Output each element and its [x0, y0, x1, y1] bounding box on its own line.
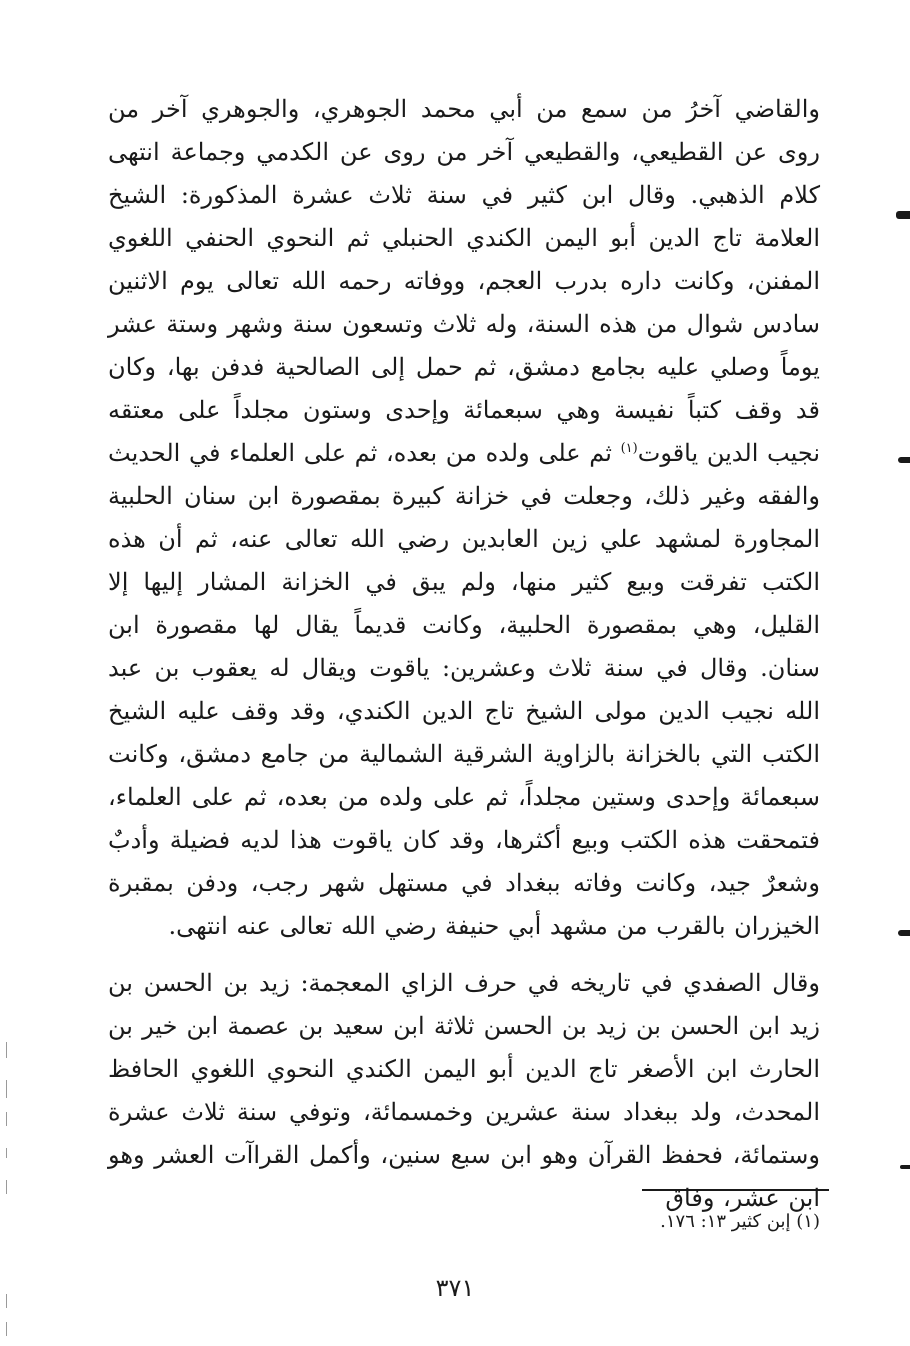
footnote-reference: (١) — [620, 441, 638, 456]
paragraph: وقال الصفدي في تاريخه في حرف الزاي المعجمة: زيد بن الحسن بن زيد ابن الحسن بن زيد بن الحسن ثلاثة ابن سعيد بن عصمة ابن خير بن الحارث ابن الأصغر تاج الدين أبو اليمن الكندي النحوي اللغوي الحافظ المحدث، ولد ببغداد سنة عشرين وخمسمائة، وتوفي سنة ثلاث عشرة وستمائة، فحفظ القرآن وهو ابن سبع سنين، وأكمل القراآت العشر وهو ابن عشر، وفاق — [108, 969, 820, 1212]
footnote: (١) إبن كثير ١٣: ١٧٦. — [660, 1211, 820, 1232]
paragraph-text: والقاضي آخرُ من سمع من أبي محمد الجوهري، والجوهري آخر من روى عن القطيعي، والقطيعي آخر من روى عن الكدمي وجماعة انتهى كلام الذهبي. وقال ابن كثير في سنة ثلاث عشرة المذكورة: الشيخ العلامة تاج الدين أبو اليمن الكندي الحنبلي ثم النحوي الحنفي اللغوي المفنن، وكانت داره بدرب العجم، ووفاته رحمه الله تعالى يوم الاثنين سادس شوال من هذه السنة، وله ثلاث وتسعون سنة وشهر وستة عشر يوماً وصلي عليه بجامع دمشق، ثم حمل إلى الصالحية فدفن بها، وكان قد وقف كتباً نفيسة وهي سبعمائة وإحدى وستون مجلداً على معتقه نجيب الدين ياقوت — [108, 95, 820, 467]
edge-mark — [898, 457, 910, 463]
scan-artifact — [6, 1148, 7, 1158]
scan-artifact — [6, 1112, 7, 1126]
scan-artifact — [6, 1180, 7, 1194]
edge-mark — [898, 930, 910, 936]
edge-mark — [900, 1165, 910, 1169]
paragraph — [108, 88, 820, 948]
scan-artifact — [6, 1294, 7, 1308]
footnote-separator — [642, 1189, 829, 1191]
edge-mark — [896, 211, 910, 219]
scan-artifact — [6, 1322, 7, 1336]
main-text-block — [108, 88, 820, 948]
scan-artifact — [6, 1042, 7, 1058]
second-text-block — [108, 962, 820, 1220]
scan-artifact — [6, 1080, 7, 1098]
paragraph-text-continued: ثم على ولده من بعده، ثم على العلماء في الحديث والفقه وغير ذلك، وجعلت في خزانة كبيرة بمقصورة ابن سنان الحلبية المجاورة لمشهد علي زين العابدين رضي الله تعالى عنه، ثم أن هذه الكتب تفرقت وبيع كثير منها، ولم يبق في الخزانة المشار إليها إلا القليل، وهي بمقصورة الحلبية، وكانت قديماً يقال لها مقصورة ابن سنان. وقال في سنة ثلاث وعشرين: ياقوت ويقال له يعقوب بن عبد الله نجيب الدين مولى الشيخ تاج الدين الكندي، وقد وقف عليه الشيخ الكتب التي بالخزانة بالزاوية الشرقية الشمالية من جامع دمشق، وكانت سبعمائة وإحدى وستين مجلداً، ثم على ولده من بعده، ثم على العلماء، فتمحقت هذه الكتب وبيع أكثرها، وقد كان ياقوت هذا لديه فضيلة وأدبٌ وشعرٌ جيد، وكانت وفاته ببغداد في مستهل شهر رجب، ودفن بمقبرة الخيزران بالقرب من مشهد أبي حنيفة رضي الله تعالى عنه انتهى. — [108, 439, 820, 940]
page-number: ٣٧١ — [435, 1274, 475, 1302]
